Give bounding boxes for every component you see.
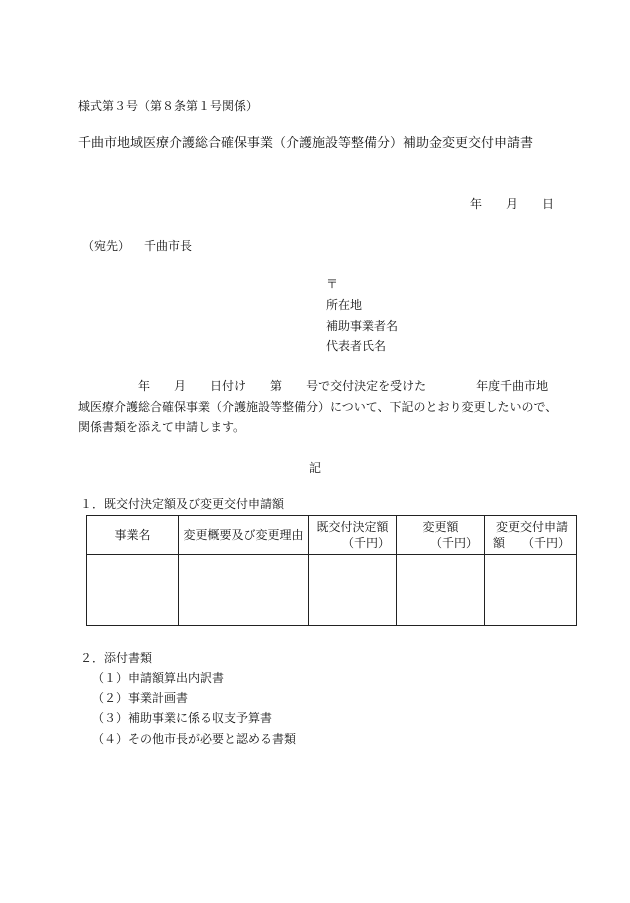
attachment-item-2: （２）事業計画書 bbox=[92, 691, 189, 705]
body-line-3: 関係書類を添えて申請します。 bbox=[78, 420, 246, 434]
col-decided-amount bbox=[309, 516, 397, 555]
date-month: 月 bbox=[506, 197, 519, 211]
change-amount-unit: （千円） bbox=[429, 536, 478, 550]
body-line-2: 域医療介護総合確保事業（介護施設等整備分）について、下記のとおり変更したいので、 bbox=[78, 400, 558, 414]
postal-mark: 〒 bbox=[326, 277, 339, 291]
cell-request-amount[interactable] bbox=[485, 555, 577, 626]
cell-decided-amount[interactable] bbox=[309, 555, 397, 626]
cell-change-summary[interactable] bbox=[179, 555, 309, 626]
body-month: 月 bbox=[174, 379, 187, 393]
section2-heading: ２．添付書類 bbox=[80, 651, 153, 665]
request-amount-unit: （千円） bbox=[521, 536, 570, 550]
business-name-label: 補助事業者名 bbox=[326, 319, 399, 333]
body-line-1 bbox=[138, 378, 548, 394]
document-title: 千曲市地域医療介護総合確保事業（介護施設等整備分）補助金変更交付申請書 bbox=[78, 136, 534, 151]
table-header-row bbox=[87, 516, 577, 555]
addressee bbox=[82, 238, 192, 254]
date-year: 年 bbox=[470, 197, 483, 211]
col-project-name: 事業名 bbox=[87, 516, 179, 555]
table-row bbox=[87, 555, 577, 626]
col-request-amount bbox=[485, 516, 577, 555]
section1-heading: １．既交付決定額及び変更交付申請額 bbox=[80, 497, 285, 511]
body-dated: 日付け bbox=[210, 379, 247, 393]
form-number: 様式第３号（第８条第１号関係） bbox=[78, 99, 259, 113]
addressee-name: 千曲市長 bbox=[144, 239, 193, 253]
addressee-prefix: （宛先） bbox=[82, 239, 131, 253]
ki-mark: 記 bbox=[309, 461, 322, 475]
change-amount-label: 変更額 bbox=[422, 520, 459, 534]
col-change-amount bbox=[397, 516, 485, 555]
address-label: 所在地 bbox=[326, 298, 363, 312]
body-number: 第 bbox=[270, 379, 283, 393]
body-year: 年 bbox=[138, 379, 151, 393]
cell-project-name[interactable] bbox=[87, 555, 179, 626]
representative-label: 代表者氏名 bbox=[326, 339, 387, 353]
attachment-item-3: （３）補助事業に係る収支予算書 bbox=[92, 711, 273, 725]
cell-change-amount[interactable] bbox=[397, 555, 485, 626]
attachment-item-4: （４）その他市長が必要と認める書類 bbox=[92, 732, 297, 746]
body-fiscal: 年度千曲市地 bbox=[476, 379, 549, 393]
date-line bbox=[470, 196, 554, 212]
col-change-summary: 変更概要及び変更理由 bbox=[179, 516, 309, 555]
attachment-item-1: （１）申請額算出内訳書 bbox=[92, 671, 225, 685]
date-day: 日 bbox=[542, 197, 555, 211]
decided-amount-label: 既交付決定額 bbox=[316, 520, 389, 534]
grant-amount-table bbox=[86, 515, 577, 626]
request-amount-label-b: 額 bbox=[493, 536, 506, 550]
decided-amount-unit: （千円） bbox=[341, 536, 390, 550]
body-decision: 号で交付決定を受けた bbox=[306, 379, 427, 393]
request-amount-label-a: 変更交付申請 bbox=[495, 520, 568, 534]
